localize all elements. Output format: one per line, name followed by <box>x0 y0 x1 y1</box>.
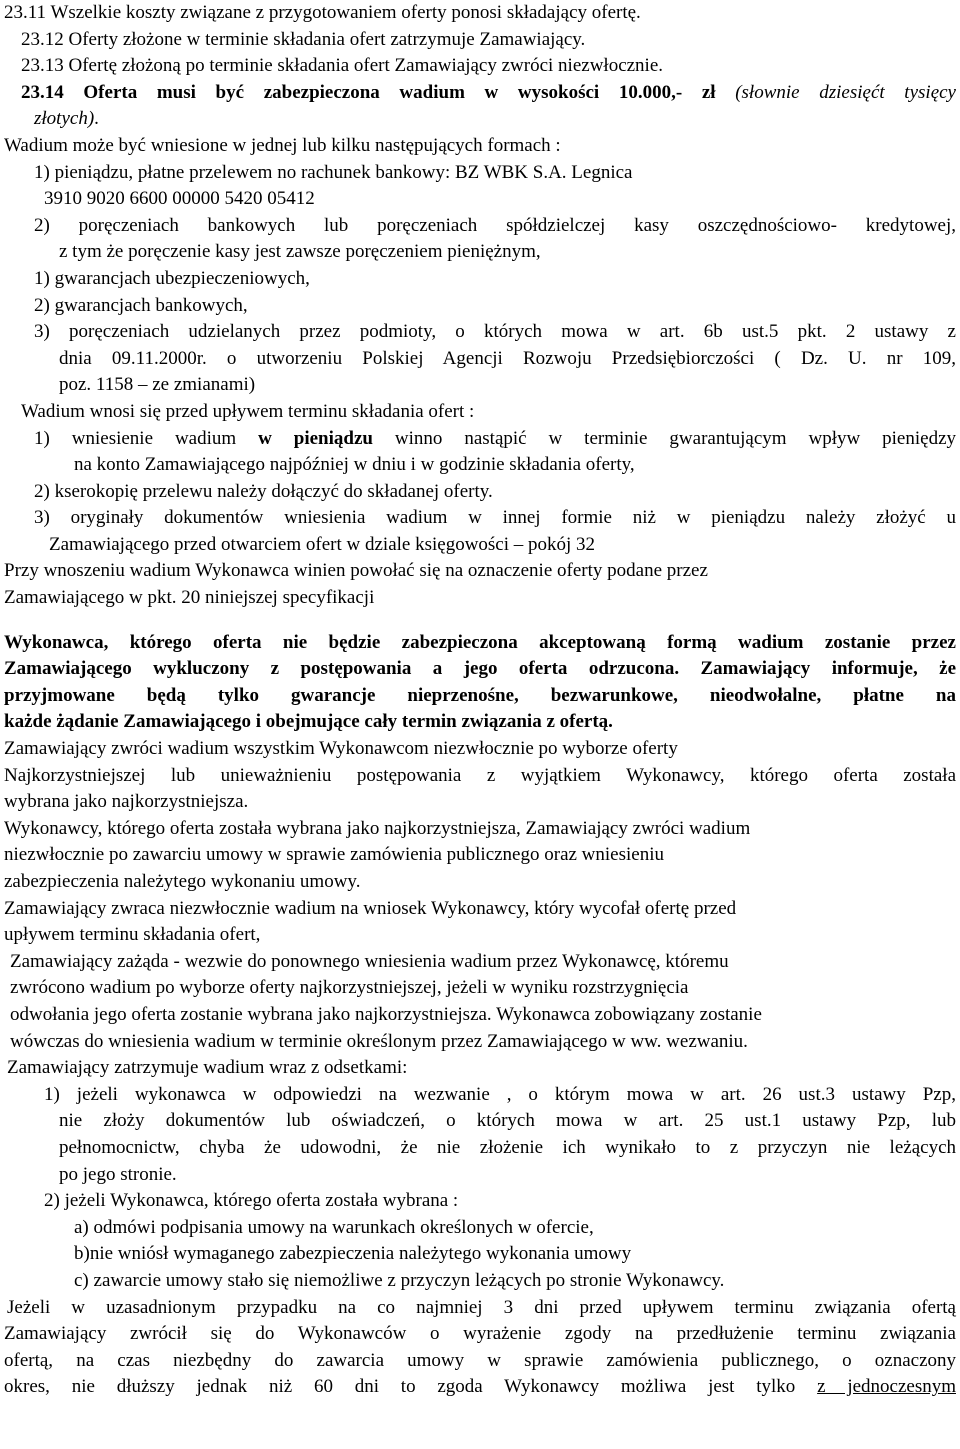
before-intro: Wadium wnosi się przed upływem terminu składania ofert : <box>21 400 475 422</box>
extension-line-4-pre: okres, nie dłuższy jednak niż 60 dni to zgoda Wykonawcy możliwa jest tylko <box>4 1376 818 1398</box>
bold-block-line-2: Zamawiającego wykluczony z postępowania a jego oferta odrzucona. Zamawiający informuje, że <box>4 658 956 680</box>
before-item-3b: Zamawiającego przed otwarciem ofert w dziale księgowości – pokój 32 <box>49 533 596 555</box>
retain-item-1d: po jego stronie. <box>59 1163 177 1185</box>
before-item-1-post: winno nastąpić w terminie gwarantującym wpływ pieniędzy <box>372 427 956 449</box>
section-23-14 <box>4 80 956 107</box>
forms-item-5b: dnia 09.11.2000r. o utworzeniu Polskiej Agencji Rozwoju Przedsiębiorczości ( Dz. U. nr 109, <box>59 347 956 369</box>
before-item-1 <box>4 426 956 453</box>
before-item-1-pre: 1) wniesienie wadium <box>34 427 259 449</box>
forms-intro: Wadium może być wniesione w jednej lub kilku następujących formach : <box>4 134 561 156</box>
bold-block-line-1: Wykonawca, którego oferta nie będzie zabezpieczona akceptowaną formą wadium zostanie przez <box>4 631 956 653</box>
extension-line-1: Jeżeli w uzasadnionym przypadku na co najmniej 3 dni przed upływem terminu związania ofertą <box>7 1296 956 1318</box>
before-item-1b: na konto Zamawiającego najpóźniej w dniu i w godzinie składania oferty, <box>74 454 635 476</box>
retain-item-2b: b)nie wniósł wymaganego zabezpieczenia należytego wykonania umowy <box>74 1243 632 1265</box>
before-refer-a: Przy wnoszeniu wadium Wykonawca winien powołać się na oznaczenie oferty podane przez <box>4 560 708 582</box>
return-b3: zabezpieczenia należytego wykonaniu umowy. <box>4 871 361 892</box>
retain-item-1b: nie złoży dokumentów lub oświadczeń, o których mowa w art. 25 ust.1 ustawy Pzp, lub <box>59 1110 956 1132</box>
return-a3: wybrana jako najkorzystniejsza. <box>4 791 249 813</box>
spacer <box>4 612 956 630</box>
forms-item-2b: z tym że poręczenie kasy jest zawsze poręczeniem pieniężnym, <box>59 241 541 263</box>
before-item-1-bold: w pieniądzu <box>258 427 373 449</box>
section-23-14-italic-b: złotych) <box>34 108 95 130</box>
section-23-12: 23.12 Oferty złożone w terminie składania ofert zatrzymuje Zamawiający. <box>21 28 586 50</box>
before-refer-b: Zamawiającego w pkt. 20 niniejszej specyfikacji <box>4 587 375 609</box>
return-c2: upływem terminu składania ofert, <box>4 924 261 946</box>
retain-item-2a: a) odmówi podpisania umowy na warunkach określonych w ofercie, <box>74 1216 594 1238</box>
section-23-14-italic-a: (słownie dziesięćt tysięcy <box>735 81 956 103</box>
section-23-11 <box>4 0 956 27</box>
return-a2: Najkorzystniejszej lub unieważnieniu postępowania z wyjątkiem Wykonawcy, którego oferta została <box>4 764 956 786</box>
return-a1: Zamawiający zwróci wadium wszystkim Wykonawcom niezwłocznie po wyborze oferty <box>4 738 678 760</box>
retain-item-1a: 1) jeżeli wykonawca w odpowiedzi na wezwanie , o którym mowa w art. 26 ust.3 ustawy Pzp, <box>44 1083 956 1105</box>
return-d3: odwołania jego oferta zostanie wybrana jako najkorzystniejsza. Wykonawca zobowiązany zostanie <box>10 1003 762 1025</box>
bold-block-line-4: każde żądanie Zamawiającego i obejmujące cały termin związania z ofertą. <box>4 711 613 733</box>
forms-item-5c: poz. 1158 – ze zmianami) <box>59 374 256 396</box>
forms-item-2a: 2) poręczeniach bankowych lub poręczeniach spółdzielczej kasy oszczędnościowo- kredytowej, <box>34 214 956 236</box>
section-23-11-text: 23.11 Wszelkie koszty związane z przygotowaniem oferty ponosi składający ofertę. <box>4 2 641 23</box>
forms-item-1: 1) pieniądzu, płatne przelewem no rachunek bankowy: BZ WBK S.A. Legnica <box>34 161 633 183</box>
forms-item-4: 2) gwarancjach bankowych, <box>34 294 248 316</box>
retain-item-2: 2) jeżeli Wykonawca, którego oferta została wybrana : <box>44 1190 459 1212</box>
extension-line-4 <box>4 1374 956 1401</box>
before-item-2: 2) kserokopię przelewu należy dołączyć do składanej oferty. <box>34 480 493 502</box>
return-d1: Zamawiający zażąda - wezwie do ponownego wniesienia wadium przez Wykonawcę, któremu <box>10 950 729 972</box>
document-page <box>4 0 956 1401</box>
section-23-13: 23.13 Ofertę złożoną po terminie składania ofert Zamawiający zwróci niezwłocznie. <box>21 55 664 77</box>
forms-item-3: 1) gwarancjach ubezpieczeniowych, <box>34 267 310 289</box>
section-23-14-bold: 23.14 Oferta musi być zabezpieczona wadium w wysokości 10.000,- zł <box>21 81 716 103</box>
retain-item-2c: c) zawarcie umowy stało się niemożliwe z przyczyn leżących po stronie Wykonawcy. <box>74 1269 725 1291</box>
forms-item-5a: 3) poręczeniach udzielanych przez podmioty, o których mowa w art. 6b ust.5 pkt. 2 ustawy z <box>34 321 956 343</box>
extension-line-2: Zamawiający zwrócił się do Wykonawców o wyrażenie zgody na przedłużenie terminu związania <box>4 1323 956 1345</box>
forms-account: 3910 9020 6600 00000 5420 05412 <box>44 188 315 210</box>
return-b1: Wykonawcy, którego oferta została wybrana jako najkorzystniejsza, Zamawiający zwróci wadium <box>4 817 751 839</box>
return-c1: Zamawiający zwraca niezwłocznie wadium na wniosek Wykonawcy, który wycofał ofertę przed <box>4 897 737 919</box>
return-d4: wówczas do wniesienia wadium w terminie określonym przez Zamawiającego w ww. wezwaniu. <box>10 1030 748 1052</box>
section-23-14-end: . <box>94 108 99 130</box>
return-b2: niezwłocznie po zawarciu umowy w sprawie zamówienia publicznego oraz wniesieniu <box>4 844 664 866</box>
bold-block-line-3: przyjmowane będą tylko gwarancje nieprzenośne, bezwarunkowe, nieodwołalne, płatne na <box>4 684 956 706</box>
section-23-14-cont <box>4 106 956 133</box>
return-d2: zwrócono wadium po wyborze oferty najkorzystniejszej, jeżeli w wyniku rozstrzygnięcia <box>10 977 689 999</box>
retain-item-1c: pełnomocnictw, chyba że udowodni, że nie złożenie ich wynikało to z przyczyn nie leżących <box>59 1136 956 1158</box>
before-item-3a: 3) oryginały dokumentów wniesienia wadium w innej formie niż w pieniądzu należy złożyć u <box>34 507 956 529</box>
extension-line-3: ofertą, na czas niezbędny do zawarcia umowy w sprawie zamówienia publicznego, o oznaczony <box>4 1349 956 1371</box>
retain-intro: Zamawiający zatrzymuje wadium wraz z odsetkami: <box>7 1057 408 1079</box>
extension-line-4-underlined: z jednoczesnym <box>817 1376 956 1398</box>
